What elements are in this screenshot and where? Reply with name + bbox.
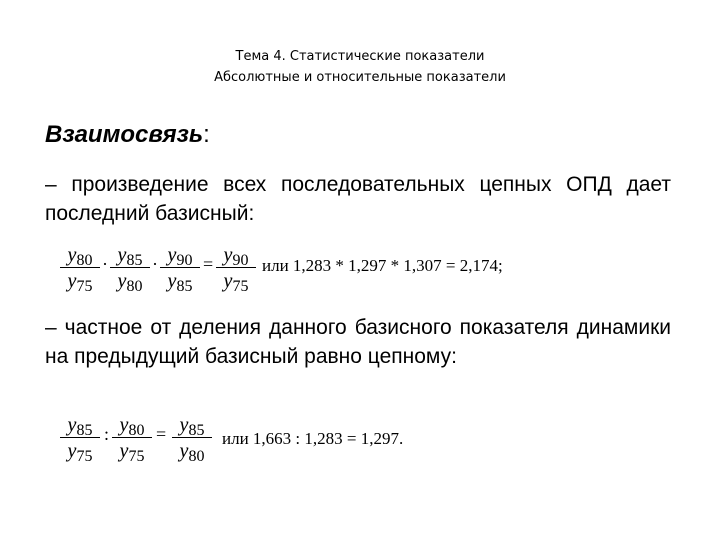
fraction [110, 243, 150, 294]
fraction [216, 243, 256, 294]
fraction-numerator: $y_{80}$ [60, 243, 100, 268]
paragraph-base-quotient: – частное от деления данного базисного показателя динамики на предыдущий базисный равно цепному: [45, 316, 671, 368]
multiply-operator: · [152, 254, 158, 274]
fraction-numerator: $y_{90}$ [160, 243, 200, 268]
fraction-numerator: $y_{85}$ [172, 413, 212, 438]
fraction-numerator: $y_{85}$ [60, 413, 100, 438]
fraction-denominator: $y_{75}$ [67, 440, 93, 465]
heading-colon: : [203, 121, 210, 148]
section-heading [45, 120, 210, 150]
formula-base-quotient [60, 410, 480, 472]
fraction [60, 413, 100, 464]
fraction-numerator: $y_{90}$ [216, 243, 256, 268]
fraction [172, 413, 212, 464]
equals-operator: = [156, 424, 167, 444]
fraction-denominator: $y_{75}$ [119, 440, 145, 465]
fraction [60, 243, 100, 294]
header-topic-line: Тема 4. Статистические показатели [235, 49, 485, 64]
formula-numeric-example: или 1,283 * 1,297 * 1,307 = 2,174; [262, 256, 503, 275]
division-operator: : [104, 424, 110, 444]
fraction-denominator: $y_{85}$ [167, 270, 193, 295]
slide-header [0, 46, 720, 88]
fraction-numerator: $y_{80}$ [112, 413, 152, 438]
heading-term: Взаимосвязь [45, 121, 204, 148]
formula-numeric-example: или 1,663 : 1,283 = 1,297. [222, 429, 404, 448]
equals-operator: = [203, 254, 214, 274]
paragraph-chain-product: – произведение всех последовательных цепных ОПД дает последний базисный: [45, 173, 671, 225]
fraction-denominator: $y_{75}$ [67, 270, 93, 295]
fraction-denominator: $y_{80}$ [179, 440, 205, 465]
fraction [112, 413, 152, 464]
fraction-denominator: $y_{80}$ [117, 270, 143, 295]
header-subtitle-line: Абсолютные и относительные показатели [214, 70, 506, 85]
fraction [160, 243, 200, 294]
multiply-operator: · [102, 254, 108, 274]
fraction-numerator: $y_{85}$ [110, 243, 150, 268]
formula-chain-product [60, 240, 560, 302]
fraction-denominator: $y_{75}$ [223, 270, 249, 295]
